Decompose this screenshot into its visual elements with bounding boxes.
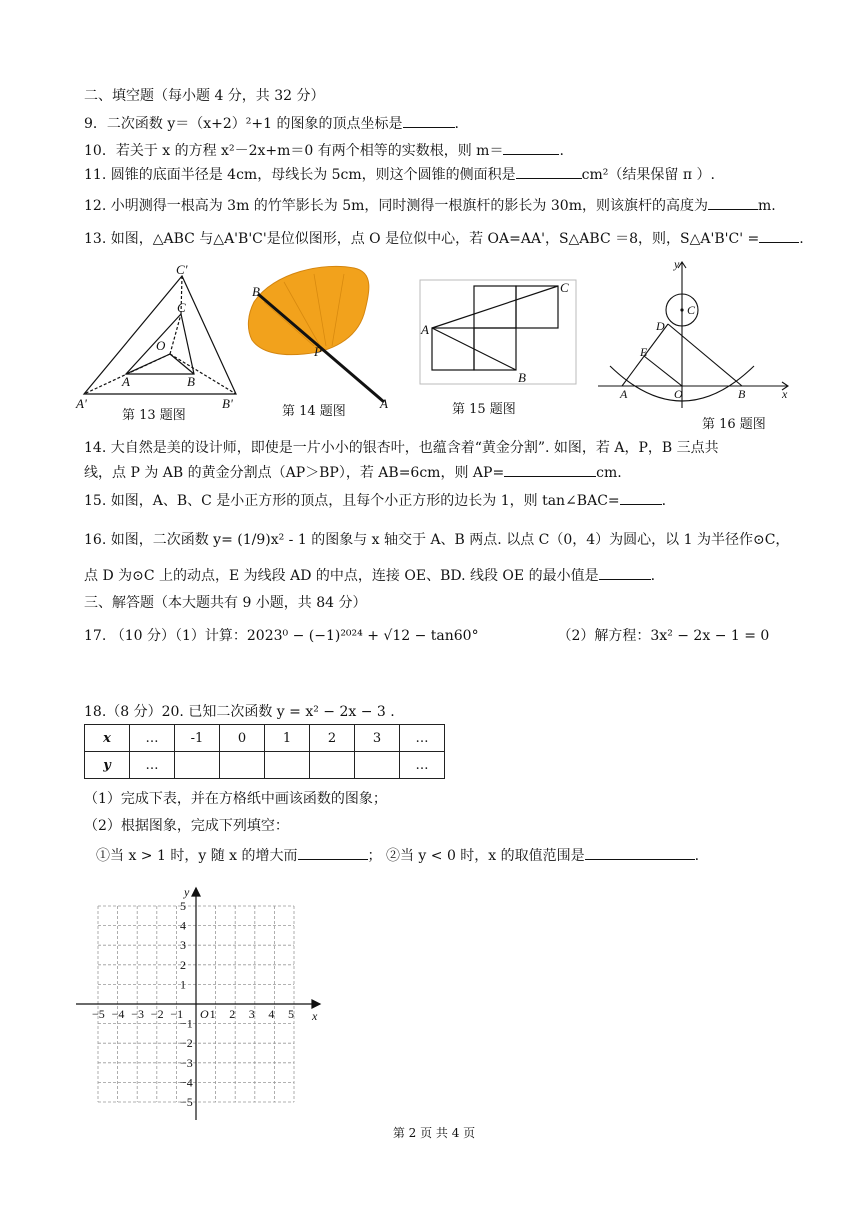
label-A: A	[380, 396, 388, 411]
x-tick-label: −2	[150, 1007, 164, 1021]
question-9-text: 9．二次函数 y＝（x+2）²+1 的图象的顶点坐标是	[84, 116, 403, 132]
label-B-prime: B'	[222, 396, 233, 411]
caption-figure-16: 第 16 题图	[702, 417, 766, 432]
question-16-line1: 16. 如图，二次函数 y= (1/9)x² - 1 的图象与 x 轴交于 A、B 两点. 以点 C（0，4）为圆心，以 1 为半径作⊙C，	[84, 532, 790, 548]
question-11-unit: cm²（结果保留 π ）.	[581, 167, 715, 183]
question-11-text: 11. 圆锥的底面半径是 4cm，母线长为 5cm，则这个圆锥的侧面积是	[84, 167, 516, 183]
y-tick-label: 1	[180, 977, 186, 992]
table-cell: 1	[265, 725, 310, 752]
x-tick-label: −1	[170, 1007, 184, 1021]
caption-figure-15: 第 15 题图	[452, 402, 516, 417]
question-13: 13. 如图，△ABC 与△A'B'C'是位似图形，点 O 是位似中心，若 OA=AA'，S△ABC ＝8，则，S△A'B'C' = .	[84, 228, 784, 249]
x-tick-label: 1	[209, 1007, 216, 1021]
question-18-part1: （1）完成下表，并在方格纸中画该函数的图象；	[84, 791, 387, 807]
label-y: y	[674, 257, 680, 271]
question-17	[84, 626, 784, 646]
x-tick-label: −3	[131, 1007, 144, 1021]
label-O: O	[674, 387, 683, 401]
figure-15-square-grid	[418, 278, 580, 388]
section-heading-solutions: 三、解答题（本大题共有 9 小题，共 84 分）	[84, 595, 367, 611]
origin-label: O	[200, 1007, 209, 1021]
label-D: D	[656, 319, 665, 333]
answer-blank-18a[interactable]	[298, 845, 368, 860]
table-cell: 0	[220, 725, 265, 752]
table-cell: …	[400, 752, 445, 779]
question-14-line1: 14. 大自然是美的设计师，即使是一片小小的银杏叶，也蕴含着“黄金分割”. 如图，若 A，P，B 三点共	[84, 440, 719, 456]
question-9: 9．二次函数 y＝（x+2）²+1 的图象的顶点坐标是 .	[84, 113, 784, 134]
question-17-part1: 17. （10 分）（1）计算：2023⁰ − (−1)²⁰²⁴ + √12 − tan60°	[84, 628, 479, 644]
y-tick-label: −4	[180, 1075, 193, 1090]
question-16-text: 点 D 为⊙C 上的动点，E 为线段 AD 的中点，连接 OE、BD. 线段 OE 的最小值是	[84, 568, 599, 584]
label-B: B	[187, 374, 195, 389]
x-axis-arrow-icon	[312, 1000, 320, 1008]
x-tick-label: −4	[111, 1007, 125, 1021]
label-C: C	[560, 280, 569, 295]
table-cell: x	[85, 725, 130, 752]
label-A: A	[421, 322, 429, 337]
y-tick-label: 3	[180, 938, 186, 953]
table-cell: …	[130, 725, 175, 752]
table-cell: …	[400, 725, 445, 752]
table-cell-input[interactable]	[220, 752, 265, 779]
table-row-x	[85, 725, 445, 752]
label-A: A	[620, 387, 628, 401]
table-cell-input[interactable]	[355, 752, 400, 779]
question-15: 15. 如图，A、B、C 是小正方形的顶点，且每个小正方形的边长为 1，则 tan∠BAC= .	[84, 490, 784, 511]
section-heading-fill-blank: 二、填空题（每小题 4 分，共 32 分）	[84, 88, 325, 104]
coordinate-grid	[76, 884, 326, 1124]
label-x: x	[782, 387, 788, 401]
table-cell: 2	[310, 725, 355, 752]
caption-figure-14: 第 14 题图	[282, 404, 346, 419]
label-C-prime: C'	[176, 262, 188, 277]
label-C: C	[687, 303, 696, 317]
question-10-text: 10．若关于 x 的方程 x²－2x+m＝0 有两个相等的实数根，则 m＝	[84, 143, 504, 159]
answer-blank-12[interactable]	[708, 195, 758, 210]
question-18-part3b: ； ②当 y < 0 时，x 的取值范围是	[367, 848, 585, 864]
x-tick-label: 4	[268, 1007, 275, 1021]
answer-blank-14[interactable]	[504, 462, 596, 477]
label-E: E	[640, 345, 648, 359]
question-18-part3: ①当 x > 1 时，y 随 x 的增大而 ； ②当 y < 0 时，x 的取值范围是 .	[96, 845, 796, 866]
label-O: O	[156, 338, 166, 353]
y-tick-label: −5	[180, 1095, 193, 1109]
table-cell-input[interactable]	[310, 752, 355, 779]
y-tick-label: −2	[180, 1036, 193, 1051]
x-tick-label: −5	[92, 1007, 105, 1021]
x-axis-label: x	[312, 1009, 318, 1023]
y-tick-label: 5	[180, 899, 186, 913]
label-C: C	[177, 300, 186, 315]
answer-blank-15[interactable]	[620, 490, 662, 505]
page-footer: 第 2 页 共 4 页	[392, 1126, 476, 1140]
label-B: B	[252, 284, 260, 299]
y-tick-label: 4	[180, 918, 186, 933]
answer-blank-10[interactable]	[503, 140, 559, 155]
table-cell-input[interactable]	[265, 752, 310, 779]
question-14-text: 线，点 P 为 AB 的黄金分割点（AP＞BP），若 AB=6cm，则 AP=	[84, 465, 505, 481]
y-tick-label: 2	[180, 957, 186, 972]
x-tick-label: 3	[248, 1007, 255, 1021]
answer-blank-16[interactable]	[599, 565, 651, 580]
question-14-unit: cm.	[596, 465, 622, 481]
answer-blank-18b[interactable]	[585, 845, 695, 860]
x-tick-label: 2	[229, 1007, 236, 1021]
table-cell-input[interactable]	[175, 752, 220, 779]
table-cell: …	[130, 752, 175, 779]
label-A-prime: A'	[76, 396, 87, 411]
x-tick-label: 5	[288, 1007, 294, 1021]
question-18: 18.（8 分）20. 已知二次函数 y = x² − 2x − 3 .	[84, 704, 395, 720]
question-11	[84, 164, 784, 185]
figure-13-homothety	[74, 262, 240, 412]
y-axis-arrow-icon	[192, 888, 200, 896]
label-A: A	[122, 374, 130, 389]
value-table	[84, 724, 445, 779]
table-cell: 3	[355, 725, 400, 752]
question-13-text: 13. 如图，△ABC 与△A'B'C'是位似图形，点 O 是位似中心，若 OA=AA'，S△ABC ＝8，则，S△A'B'C' =	[84, 231, 760, 247]
table-row-y	[85, 752, 445, 779]
table-cell: y	[85, 752, 130, 779]
y-axis-label: y	[184, 885, 190, 899]
y-tick-label: −3	[180, 1055, 193, 1070]
question-18-part2: （2）根据图象，完成下列填空：	[84, 818, 289, 834]
question-17-part2: （2）解方程：3x² − 2x − 1 = 0	[557, 628, 770, 644]
segment-AC	[432, 286, 558, 328]
question-18-part3a: ①当 x > 1 时，y 随 x 的增大而	[96, 848, 298, 864]
caption-figure-13: 第 13 题图	[122, 408, 186, 423]
question-12-text: 12. 小明测得一根高为 3m 的竹竿影长为 5m，同时测得一根旗杆的影长为 30m，则该旗杆的高度为	[84, 198, 708, 214]
answer-blank-9[interactable]	[403, 113, 455, 128]
question-12	[84, 195, 784, 216]
answer-blank-13[interactable]	[759, 228, 799, 243]
y-tick-label: −1	[180, 1016, 193, 1031]
triangle-outer	[84, 276, 236, 394]
question-14-line2	[84, 462, 784, 483]
figure-14-ginkgo-leaf	[244, 262, 394, 412]
question-15-text: 15. 如图，A、B、C 是小正方形的顶点，且每个小正方形的边长为 1，则 tan∠BAC=	[84, 493, 620, 509]
label-P: P	[314, 344, 322, 359]
label-B: B	[518, 370, 526, 385]
answer-blank-11[interactable]	[516, 164, 582, 179]
figure-16-parabola-circle	[598, 256, 794, 412]
label-B: B	[738, 387, 746, 401]
question-16-line2: 点 D 为⊙C 上的动点，E 为线段 AD 的中点，连接 OE、BD. 线段 OE 的最小值是 .	[84, 565, 784, 586]
question-12-unit: m.	[757, 198, 776, 214]
table-cell: -1	[175, 725, 220, 752]
question-10: 10．若关于 x 的方程 x²－2x+m＝0 有两个相等的实数根，则 m＝ .	[84, 140, 784, 161]
